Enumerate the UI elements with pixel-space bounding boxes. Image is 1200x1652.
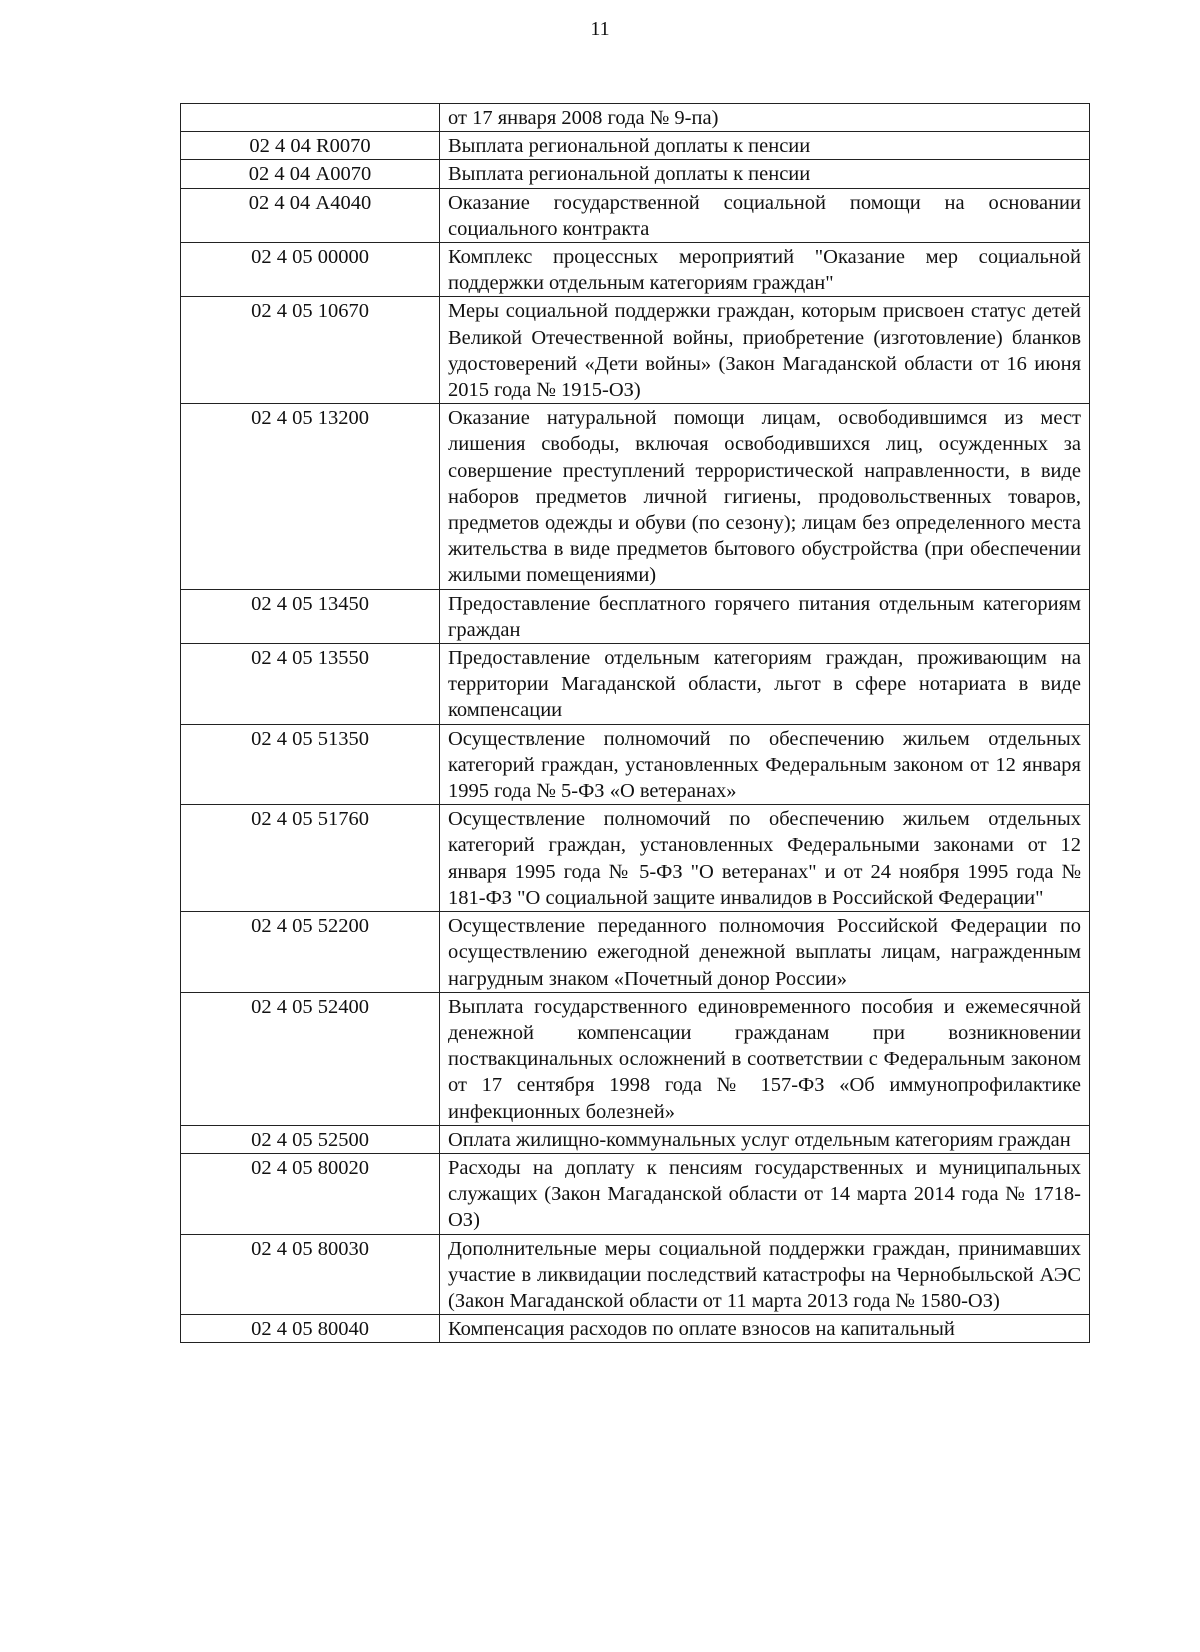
table-row	[181, 1315, 1090, 1343]
row-description: от 17 января 2008 года № 9-па)	[440, 104, 1090, 132]
table-row	[181, 188, 1090, 242]
table-row	[181, 589, 1090, 643]
table-row	[181, 404, 1090, 589]
table-row	[181, 805, 1090, 912]
row-description: Выплата государственного единовременного пособия и ежемесячной денежной компенсации гражданам при возникновении поствакцинальных осложнений в соответствии с Федеральным законом от 17 сентября 1998 года № 157-ФЗ «Об иммунопрофилактике инфекционных болезней»	[440, 992, 1090, 1125]
row-code	[181, 104, 440, 132]
row-code: 02 4 05 10670	[181, 297, 440, 404]
row-description: Осуществление полномочий по обеспечению жильем отдельных категорий граждан, установленных Федеральными законами от 12 января 1995 года № 5-ФЗ "О ветеранах" и от 24 ноября 1995 года № 181-ФЗ "О социальной защите инвалидов в Российской Федерации"	[440, 805, 1090, 912]
row-code: 02 4 05 52500	[181, 1125, 440, 1153]
row-description: Выплата региональной доплаты к пенсии	[440, 132, 1090, 160]
table-row	[181, 992, 1090, 1125]
page-number: 11	[590, 18, 610, 40]
table-row	[181, 724, 1090, 805]
budget-code-table	[180, 103, 1090, 1343]
row-code: 02 4 05 80040	[181, 1315, 440, 1343]
row-description: Оказание государственной социальной помощи на основании социального контракта	[440, 188, 1090, 242]
table-row	[181, 160, 1090, 188]
row-description: Оказание натуральной помощи лицам, освободившимся из мест лишения свободы, включая освободившихся лиц, осужденных за совершение преступлений террористической направленности, в виде наборов предметов личной гигиены, продовольственных товаров, предметов одежды и обуви (по сезону); лицам без определенного места жительства в виде предметов бытового обустройства (при обеспечении жилыми помещениями)	[440, 404, 1090, 589]
row-code: 02 4 05 51760	[181, 805, 440, 912]
table-row	[181, 1234, 1090, 1315]
table-row	[181, 243, 1090, 297]
row-description: Комплекс процессных мероприятий "Оказание мер социальной поддержки отдельным категориям граждан"	[440, 243, 1090, 297]
row-code: 02 4 05 13550	[181, 644, 440, 725]
row-description: Дополнительные меры социальной поддержки граждан, принимавших участие в ликвидации последствий катастрофы на Чернобыльской АЭС (Закон Магаданской области от 11 марта 2013 года № 1580-ОЗ)	[440, 1234, 1090, 1315]
row-description: Предоставление отдельным категориям граждан, проживающим на территории Магаданской области, льгот в сфере нотариата в виде компенсации	[440, 644, 1090, 725]
row-description: Выплата региональной доплаты к пенсии	[440, 160, 1090, 188]
row-description: Расходы на доплату к пенсиям государственных и муниципальных служащих (Закон Магаданской области от 14 марта 2014 года № 1718-ОЗ)	[440, 1153, 1090, 1234]
row-code: 02 4 05 52400	[181, 992, 440, 1125]
table-row	[181, 132, 1090, 160]
row-description: Меры социальной поддержки граждан, которым присвоен статус детей Великой Отечественной войны, приобретение (изготовление) бланков удостоверений «Дети войны» (Закон Магаданской области от 16 июня 2015 года № 1915-ОЗ)	[440, 297, 1090, 404]
table-row	[181, 1153, 1090, 1234]
row-code: 02 4 04 R0070	[181, 132, 440, 160]
row-description: Компенсация расходов по оплате взносов на капитальный	[440, 1315, 1090, 1343]
row-description: Оплата жилищно-коммунальных услуг отдельным категориям граждан	[440, 1125, 1090, 1153]
row-code: 02 4 05 52200	[181, 912, 440, 993]
table-row	[181, 912, 1090, 993]
row-code: 02 4 05 80020	[181, 1153, 440, 1234]
row-code: 02 4 05 13200	[181, 404, 440, 589]
table-row	[181, 297, 1090, 404]
row-code: 02 4 04 А4040	[181, 188, 440, 242]
table-row	[181, 644, 1090, 725]
row-code: 02 4 05 51350	[181, 724, 440, 805]
table-row	[181, 1125, 1090, 1153]
row-description: Осуществление полномочий по обеспечению жильем отдельных категорий граждан, установленных Федеральным законом от 12 января 1995 года № 5-ФЗ «О ветеранах»	[440, 724, 1090, 805]
row-code: 02 4 04 А0070	[181, 160, 440, 188]
table-row	[181, 104, 1090, 132]
row-code: 02 4 05 13450	[181, 589, 440, 643]
row-code: 02 4 05 00000	[181, 243, 440, 297]
row-description: Осуществление переданного полномочия Российской Федерации по осуществлению ежегодной денежной выплаты лицам, награжденным нагрудным знаком «Почетный донор России»	[440, 912, 1090, 993]
row-description: Предоставление бесплатного горячего питания отдельным категориям граждан	[440, 589, 1090, 643]
row-code: 02 4 05 80030	[181, 1234, 440, 1315]
